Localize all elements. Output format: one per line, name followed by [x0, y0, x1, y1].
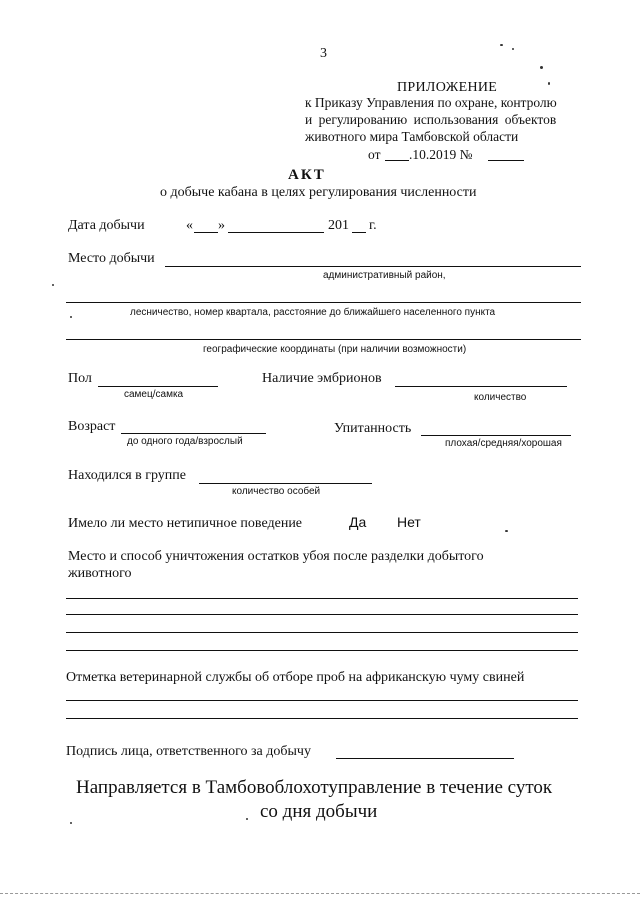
disposal-label-1: Место и способ уничтожения остатков убоя после разделки добытого [68, 549, 484, 564]
place-line-2 [66, 302, 581, 303]
date-label: Дата добычи [68, 218, 145, 233]
scan-speck [548, 82, 550, 85]
disposal-line-3 [66, 632, 578, 633]
age-line [121, 433, 266, 434]
scan-edge-artifact [0, 893, 640, 894]
behavior-no: Нет [397, 514, 421, 530]
place-hint-1: административный район, [323, 270, 446, 281]
month-blank [228, 232, 324, 233]
appendix-line-1: к Приказу Управления по охране, контролю [305, 95, 557, 110]
fatness-hint: плохая/средняя/хорошая [445, 438, 562, 449]
act-subtitle: о добыче кабана в целях регулирования численности [160, 185, 477, 200]
appendix-number-blank [488, 160, 524, 161]
year-suffix: г. [369, 218, 377, 233]
appendix-date-prefix: от [368, 147, 381, 162]
disposal-line-2 [66, 614, 578, 615]
day-blank [194, 232, 218, 233]
act-title: АКТ [288, 167, 326, 183]
fatness-line [421, 435, 571, 436]
vet-label: Отметка ветеринарной службы об отборе проб на африканскую чуму свиней [66, 670, 525, 685]
scan-speck [500, 44, 503, 46]
scan-speck [512, 48, 514, 50]
appendix-line-3: животного мира Тамбовской области [305, 129, 519, 144]
disposal-line-1 [66, 598, 578, 599]
place-line-1 [165, 266, 581, 267]
embryo-line [395, 386, 567, 387]
disposal-line-4 [66, 650, 578, 651]
footer-line-1: Направляется в Тамбовоблохотуправление в течение суток [76, 777, 553, 798]
scan-speck [246, 818, 248, 820]
scan-speck [52, 284, 54, 286]
year-prefix: 201 [328, 218, 349, 233]
group-label: Находился в группе [68, 468, 187, 483]
place-hint-3: географические координаты (при наличии возможности) [203, 344, 467, 355]
appendix-title: ПРИЛОЖЕНИЕ [397, 80, 498, 95]
date-open-quote: « [186, 218, 193, 233]
place-line-3 [66, 339, 581, 340]
signature-label: Подпись лица, ответственного за добычу [66, 744, 311, 759]
behavior-yes: Да [349, 514, 367, 530]
sex-label: Пол [68, 371, 92, 386]
embryo-label: Наличие эмбрионов [262, 371, 382, 386]
year-blank [352, 232, 366, 233]
appendix-date-value: .10.2019 № [409, 147, 473, 162]
signature-line [336, 758, 514, 759]
place-hint-2: лесничество, номер квартала, расстояние до ближайшего населенного пункта [130, 307, 496, 318]
fatness-label: Упитанность [334, 421, 412, 436]
page-number: 3 [320, 46, 327, 61]
scan-speck [540, 66, 543, 69]
scan-speck [70, 822, 72, 824]
scan-speck [70, 316, 72, 318]
group-hint: количество особей [232, 486, 321, 497]
date-close-quote: » [218, 218, 225, 233]
vet-line-2 [66, 718, 578, 719]
age-hint: до одного года/взрослый [127, 436, 243, 447]
group-line [199, 483, 372, 484]
vet-line-1 [66, 700, 578, 701]
sex-line [98, 386, 218, 387]
scan-speck [505, 530, 508, 532]
footer-line-2: со дня добычи [260, 801, 378, 822]
sex-hint: самец/самка [124, 389, 184, 400]
appendix-date-blank [385, 160, 409, 161]
appendix-line-2: и регулированию использования объектов [305, 112, 557, 127]
embryo-hint: количество [474, 392, 527, 403]
behavior-label: Имело ли место нетипичное поведение [68, 516, 303, 531]
age-label: Возраст [68, 419, 116, 434]
place-label: Место добычи [68, 251, 155, 266]
disposal-label-2: животного [68, 566, 132, 581]
